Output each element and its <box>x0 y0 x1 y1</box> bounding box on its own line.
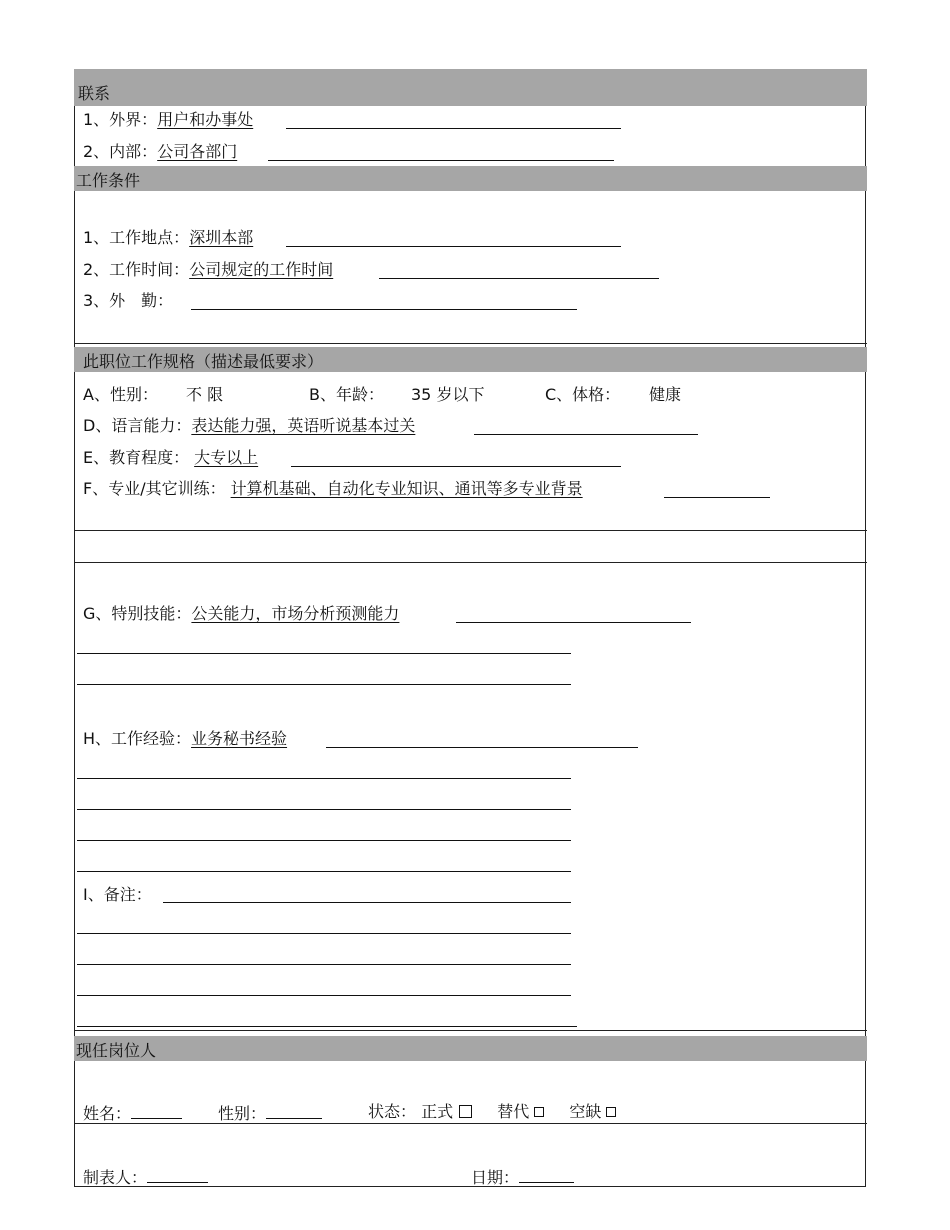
name-label: 姓名： <box>83 1104 132 1123</box>
field-label: F、专业/其它训练： <box>83 479 226 498</box>
field-value: 用户和办事处 <box>157 110 254 129</box>
section-title: 联系 <box>78 84 111 103</box>
field-label: H、工作经验： <box>83 729 192 748</box>
divider <box>74 1123 867 1124</box>
divider <box>74 343 867 344</box>
underline <box>326 747 638 748</box>
field-label: G、特别技能： <box>83 604 192 623</box>
blank-line[interactable] <box>77 840 571 841</box>
underline <box>291 466 621 467</box>
status-option-label: 正式 <box>421 1102 454 1121</box>
blank-line[interactable] <box>77 964 571 965</box>
incumbent-gender <box>218 1102 322 1124</box>
underline <box>664 497 770 498</box>
underline <box>286 246 621 247</box>
date-label: 日期： <box>471 1168 520 1187</box>
preparer-label: 制表人： <box>83 1168 148 1187</box>
location-row <box>83 228 253 248</box>
experience-row <box>83 729 287 749</box>
divider <box>74 1030 867 1031</box>
status-option-label: 替代 <box>497 1102 530 1121</box>
field-label: 1、工作地点： <box>83 228 190 247</box>
field-label: I、备注： <box>83 885 152 904</box>
blank-line[interactable] <box>77 1026 577 1027</box>
field-label: 3、外 勤： <box>83 291 174 310</box>
field-value: 计算机基础、自动化专业知识、通讯等多专业背景 <box>230 479 583 498</box>
age-value: 35 岁以下 <box>411 385 485 404</box>
skills-row <box>83 604 399 624</box>
status-checkbox-vacant[interactable] <box>606 1107 616 1117</box>
contact-internal-row <box>83 142 237 162</box>
field-value: 公司规定的工作时间 <box>189 260 334 279</box>
age-label: B、年龄： <box>309 385 384 404</box>
underline <box>456 622 691 623</box>
underline <box>379 278 659 279</box>
field-label: 1、外界： <box>83 110 158 129</box>
status-checkbox-formal[interactable] <box>459 1105 472 1118</box>
section-title: 此职位工作规格（描述最低要求） <box>83 352 324 371</box>
field-label: E、教育程度： <box>83 448 190 467</box>
section-header-specs <box>74 347 867 372</box>
blank-line[interactable] <box>77 653 571 654</box>
hours-row <box>83 260 333 280</box>
section-header-conditions <box>74 166 867 191</box>
field-label: D、语言能力： <box>83 416 192 435</box>
notes-row <box>83 885 152 905</box>
divider <box>74 530 867 531</box>
contact-external-row <box>83 110 253 130</box>
field-label: 2、内部： <box>83 142 158 161</box>
field-value: 表达能力强，英语听说基本过关 <box>191 416 416 435</box>
gender-row <box>83 385 158 405</box>
blank-line[interactable] <box>77 684 571 685</box>
field-work-input[interactable] <box>191 309 577 310</box>
underline <box>268 160 614 161</box>
date-input[interactable] <box>519 1166 574 1183</box>
incumbent-status <box>368 1102 616 1122</box>
section-title: 现任岗位人 <box>76 1041 157 1060</box>
blank-line[interactable] <box>77 871 571 872</box>
training-row <box>83 479 583 499</box>
education-row <box>83 448 258 468</box>
blank-line[interactable] <box>77 995 571 996</box>
underline <box>474 434 698 435</box>
notes-input[interactable] <box>163 902 571 903</box>
field-label: 2、工作时间： <box>83 260 190 279</box>
blank-line[interactable] <box>77 809 571 810</box>
section-title: 工作条件 <box>76 171 141 190</box>
field-work-row <box>83 291 173 311</box>
field-value: 大专以上 <box>194 448 259 467</box>
gender-value: 不 限 <box>186 385 224 404</box>
section-header-incumbent <box>74 1036 867 1061</box>
field-label: A、性别： <box>83 385 158 404</box>
divider <box>74 562 867 563</box>
field-value: 业务秘书经验 <box>191 729 288 748</box>
field-value: 公司各部门 <box>157 142 238 161</box>
blank-line[interactable] <box>77 933 571 934</box>
gender-label: 性别： <box>218 1104 267 1123</box>
field-value: 公关能力，市场分析预测能力 <box>191 604 400 623</box>
language-row <box>83 416 415 436</box>
blank-line[interactable] <box>77 778 571 779</box>
gender-input[interactable] <box>266 1102 322 1119</box>
preparer-input[interactable] <box>147 1166 208 1183</box>
field-value: 深圳本部 <box>189 228 254 247</box>
underline <box>286 128 621 129</box>
physique-label: C、体格： <box>545 385 621 404</box>
preparer-row <box>83 1166 208 1188</box>
status-label: 状态： <box>368 1102 417 1121</box>
name-input[interactable] <box>131 1102 182 1119</box>
status-option-label: 空缺 <box>569 1102 602 1121</box>
physique-value: 健康 <box>649 385 682 404</box>
date-row <box>471 1166 574 1188</box>
status-checkbox-substitute[interactable] <box>534 1107 544 1117</box>
section-header-contact <box>74 69 867 106</box>
incumbent-row <box>83 1102 182 1124</box>
